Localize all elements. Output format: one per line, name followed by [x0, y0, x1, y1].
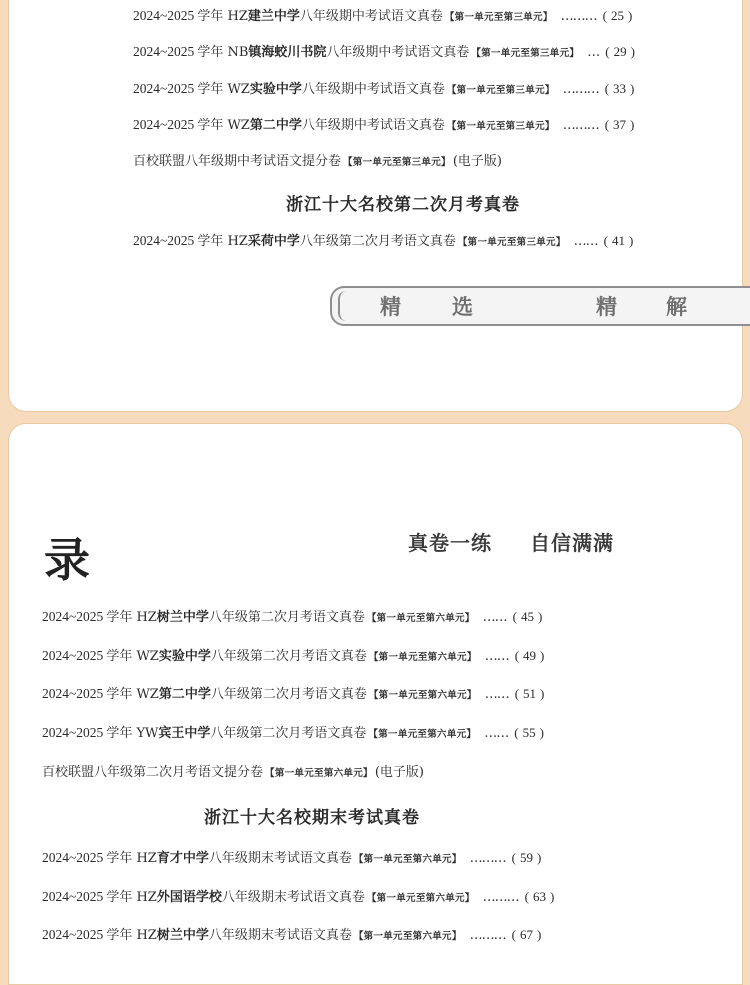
entry-prefix: 学年 WZ	[197, 82, 250, 97]
entry-prefix: 学年 HZ	[106, 851, 157, 866]
entry-unit-tag: 【第一单元至第六单元】	[368, 690, 477, 701]
slogan-right: 自信满满	[530, 531, 614, 555]
entry-year: 2024~2025	[133, 44, 195, 59]
page-number-value: 67	[520, 927, 534, 942]
entry-school: 外国语学校	[156, 890, 222, 905]
entry-prefix: 学年 YW	[106, 726, 159, 741]
entry-school: 育才中学	[156, 851, 209, 866]
page-number-value: 41	[612, 233, 626, 248]
entry-page-number: ( 59 )	[511, 850, 542, 865]
entry-school: 采荷中学	[247, 234, 300, 249]
page-number-value: 29	[613, 44, 627, 59]
alliance-text: 百校联盟八年级第二次月考语文提分卷	[42, 765, 264, 780]
entry-year: 2024~2025	[42, 609, 104, 624]
entry-school: 第二中学	[158, 687, 211, 702]
alliance-suffix: (电子版)	[452, 154, 502, 169]
toc-entry	[133, 115, 634, 137]
page-number-value: 63	[533, 889, 547, 904]
entry-page-number: ( 55 )	[514, 725, 544, 740]
toc-entry	[42, 607, 542, 629]
page-number-value: 25	[611, 8, 625, 23]
page-number-value: 49	[523, 648, 537, 663]
toc-entry	[42, 925, 541, 947]
entry-school: 树兰中学	[156, 928, 209, 943]
bottom-section-heading: 浙江十大名校期末考试真卷	[204, 808, 420, 828]
entry-title: 八年级期末考试语文真卷	[221, 890, 365, 905]
page-number-value: 37	[613, 117, 627, 132]
entry-leader-dots: ……	[573, 234, 598, 249]
entry-year: 2024~2025	[42, 850, 104, 865]
entry-page-number: ( 51 )	[514, 686, 545, 701]
entry-leader-dots: ………	[469, 851, 506, 866]
entry-prefix: 学年 HZ	[197, 9, 248, 24]
entry-unit-tag: 【第一单元至第六单元】	[353, 854, 462, 865]
entry-prefix: 学年 WZ	[197, 118, 250, 133]
page-number-value: 33	[613, 81, 627, 96]
entry-unit-tag: 【第一单元至第六单元】	[368, 652, 477, 663]
toc-entry	[133, 231, 633, 253]
banner-char-4: 解	[666, 294, 687, 319]
entry-year: 2024~2025	[133, 233, 195, 248]
toc-entry	[42, 684, 544, 706]
banner-jingxuan-jingjie	[330, 286, 750, 326]
toc-entry	[42, 848, 541, 870]
entry-unit-tag: 【第一单元至第六单元】	[353, 931, 462, 942]
entry-leader-dots: ………	[482, 890, 519, 905]
entry-school: 建兰中学	[247, 9, 300, 24]
entry-school: 实验中学	[158, 649, 211, 664]
entry-prefix: 学年 HZ	[197, 234, 248, 249]
entry-leader-dots: ……	[482, 610, 507, 625]
entry-prefix: 学年 HZ	[106, 928, 157, 943]
bottom-alliance-entry	[42, 763, 424, 784]
alliance-unit-tag: 【第一单元至第六单元】	[265, 768, 373, 779]
toc-entry	[42, 887, 554, 909]
entry-leader-dots: …	[587, 45, 600, 60]
entry-page-number: ( 41 )	[603, 233, 634, 248]
alliance-unit-tag: 【第一单元至第三单元】	[343, 157, 451, 168]
entry-page-number: ( 33 )	[604, 81, 635, 96]
entry-page-number: ( 25 )	[602, 8, 633, 23]
big-title-char: 录	[44, 533, 90, 587]
entry-leader-dots: ……	[484, 649, 509, 664]
page-number-value: 55	[522, 725, 536, 740]
entry-title: 八年级第二次月考语文真卷	[210, 649, 367, 664]
entry-unit-tag: 【第一单元至第三单元】	[471, 48, 580, 59]
entry-unit-tag: 【第一单元至第六单元】	[368, 729, 477, 740]
entry-title: 八年级期末考试语文真卷	[208, 928, 352, 943]
entry-leader-dots: ……	[484, 726, 509, 741]
entry-school: 宾王中学	[158, 726, 211, 741]
top-section-heading: 浙江十大名校第二次月考真卷	[286, 195, 520, 215]
entry-title: 八年级第二次月考语文真卷	[208, 610, 365, 625]
entry-title: 八年级期中考试语文真卷	[299, 9, 443, 24]
entry-unit-tag: 【第一单元至第六单元】	[366, 893, 475, 904]
entry-page-number: ( 63 )	[524, 889, 555, 904]
toc-entry	[133, 79, 634, 101]
entry-title: 八年级第二次月考语文真卷	[210, 726, 367, 741]
entry-unit-tag: 【第一单元至第三单元】	[446, 121, 555, 132]
entry-unit-tag: 【第一单元至第六单元】	[366, 613, 475, 624]
entry-school: 第二中学	[249, 118, 302, 133]
toc-entry	[133, 6, 632, 28]
entry-prefix: 学年 WZ	[106, 687, 159, 702]
entry-title: 八年级期中考试语文真卷	[301, 118, 445, 133]
entry-leader-dots: ……	[484, 687, 509, 702]
entry-leader-dots: ………	[562, 82, 599, 97]
entry-unit-tag: 【第一单元至第三单元】	[444, 12, 553, 23]
entry-page-number: ( 49 )	[514, 648, 545, 663]
entry-year: 2024~2025	[42, 725, 104, 740]
entry-title: 八年级期中考试语文真卷	[326, 45, 470, 60]
page-number-value: 51	[523, 686, 537, 701]
entry-school: 实验中学	[249, 82, 302, 97]
entry-page-number: ( 45 )	[512, 609, 543, 624]
alliance-suffix: (电子版)	[374, 765, 424, 780]
entry-title: 八年级第二次月考语文真卷	[299, 234, 456, 249]
entry-title: 八年级期末考试语文真卷	[208, 851, 352, 866]
entry-prefix: 学年 NB	[197, 45, 249, 60]
entry-page-number: ( 37 )	[604, 117, 635, 132]
entry-prefix: 学年 HZ	[106, 610, 157, 625]
entry-unit-tag: 【第一单元至第三单元】	[446, 85, 555, 96]
page-number-value: 45	[521, 609, 535, 624]
entry-title: 八年级第二次月考语文真卷	[210, 687, 367, 702]
toc-entry	[42, 646, 544, 668]
entry-page-number: ( 67 )	[511, 927, 542, 942]
slogan-left: 真卷一练	[408, 531, 492, 555]
entry-page-number: ( 29 )	[605, 44, 635, 59]
toc-entry	[42, 723, 544, 745]
entry-year: 2024~2025	[42, 889, 104, 904]
entry-title: 八年级期中考试语文真卷	[301, 82, 445, 97]
entry-year: 2024~2025	[133, 8, 195, 23]
toc-entry	[133, 42, 635, 64]
banner-char-3: 精	[596, 294, 617, 319]
entry-year: 2024~2025	[42, 927, 104, 942]
entry-year: 2024~2025	[133, 81, 195, 96]
page-number-value: 59	[520, 850, 534, 865]
alliance-text: 百校联盟八年级期中考试语文提分卷	[133, 154, 342, 169]
entry-year: 2024~2025	[42, 648, 104, 663]
entry-prefix: 学年 WZ	[106, 649, 159, 664]
banner-char-1: 精	[380, 294, 401, 319]
entry-year: 2024~2025	[42, 686, 104, 701]
entry-school: 镇海蛟川书院	[248, 45, 327, 60]
entry-year: 2024~2025	[133, 117, 195, 132]
entry-prefix: 学年 HZ	[106, 890, 157, 905]
entry-leader-dots: ………	[562, 118, 599, 133]
entry-school: 树兰中学	[156, 610, 209, 625]
top-alliance-entry	[133, 152, 502, 173]
entry-leader-dots: ………	[560, 9, 597, 24]
banner-char-2: 选	[452, 294, 473, 319]
entry-leader-dots: ………	[469, 928, 506, 943]
entry-unit-tag: 【第一单元至第三单元】	[457, 237, 566, 248]
